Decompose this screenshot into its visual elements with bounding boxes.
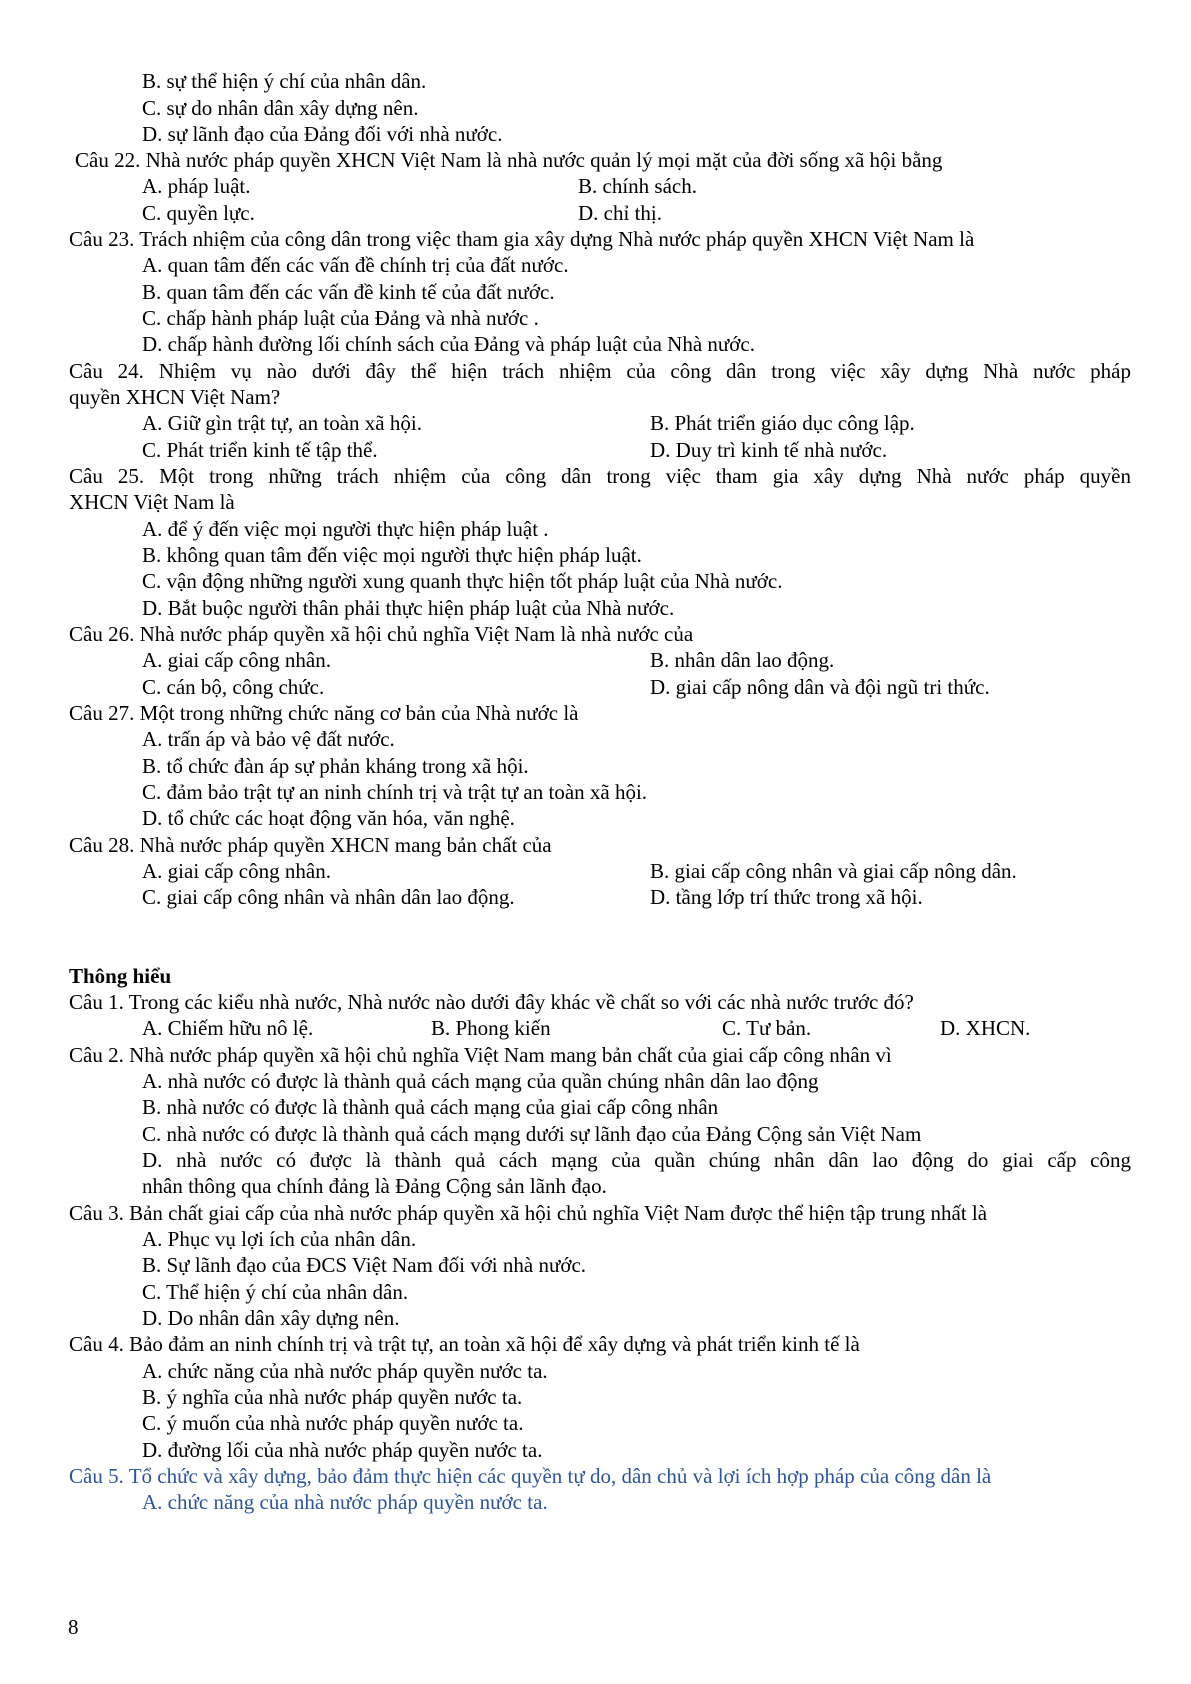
question-t4: Câu 4. Bảo đảm an ninh chính trị và trật tự, an toàn xã hội để xây dựng và phát triển kinh tế là: [69, 1332, 860, 1356]
option-line: C. vận động những người xung quanh thực hiện tốt pháp luật của Nhà nước.: [142, 569, 783, 593]
option-line: C. quyền lực.: [142, 201, 255, 225]
option-line: C. sự do nhân dân xây dựng nên.: [142, 96, 419, 120]
option-line: A. Giữ gìn trật tự, an toàn xã hội.: [142, 411, 422, 435]
option-line: D. tổ chức các hoạt động văn hóa, văn nghệ.: [142, 806, 515, 830]
option-line: C. đảm bảo trật tự an ninh chính trị và trật tự an toàn xã hội.: [142, 780, 648, 804]
option-line: D. tầng lớp trí thức trong xã hội.: [650, 885, 923, 909]
question-t1: Câu 1. Trong các kiểu nhà nước, Nhà nước nào dưới đây khác về chất so với các nhà nước trước đó?: [69, 990, 914, 1014]
option-line: B. nhà nước có được là thành quả cách mạng của giai cấp công nhân: [142, 1095, 719, 1119]
question-27: Câu 27. Một trong những chức năng cơ bản của Nhà nước là: [69, 701, 579, 725]
question-25-cont: XHCN Việt Nam là: [69, 490, 235, 514]
option-line: B. Phong kiến: [431, 1016, 551, 1040]
option-line: D. Bắt buộc người thân phải thực hiện pháp luật của Nhà nước.: [142, 596, 675, 620]
option-line: C. Thể hiện ý chí của nhân dân.: [142, 1280, 409, 1304]
question-22: Câu 22. Nhà nước pháp quyền XHCN Việt Nam là nhà nước quản lý mọi mặt của đời sống xã hội bằng: [75, 148, 943, 172]
page-number: 8: [68, 1615, 79, 1639]
option-line-cont: nhân thông qua chính đảng là Đảng Cộng sản lãnh đạo.: [142, 1174, 607, 1198]
option-line: C. nhà nước có được là thành quả cách mạng dưới sự lãnh đạo của Đảng Cộng sản Việt Nam: [142, 1122, 922, 1146]
option-line: A. pháp luật.: [142, 174, 251, 198]
option-line: B. Phát triển giáo dục công lập.: [650, 411, 915, 435]
option-line: C. Phát triển kinh tế tập thể.: [142, 438, 378, 462]
option-line: B. nhân dân lao động.: [650, 648, 835, 672]
option-line: D. chấp hành đường lối chính sách của Đảng và pháp luật của Nhà nước.: [142, 332, 755, 356]
option-line: D. sự lãnh đạo của Đảng đối với nhà nước.: [142, 122, 503, 146]
option-line: B. chính sách.: [578, 174, 697, 198]
option-line: B. không quan tâm đến việc mọi người thực hiện pháp luật.: [142, 543, 642, 567]
option-line: B. sự thể hiện ý chí của nhân dân.: [142, 69, 427, 93]
option-line: D. đường lối của nhà nước pháp quyền nước ta.: [142, 1438, 543, 1462]
question-25: Câu 25. Một trong những trách nhiệm của công dân trong việc tham gia xây dựng Nhà nước pháp quyền: [69, 464, 1131, 488]
question-t5: Câu 5. Tổ chức và xây dựng, bảo đảm thực hiện các quyền tự do, dân chủ và lợi ích hợp pháp của công dân là: [69, 1464, 992, 1488]
option-line: A. chức năng của nhà nước pháp quyền nước ta.: [142, 1359, 548, 1383]
option-line: B. Sự lãnh đạo của ĐCS Việt Nam đối với nhà nước.: [142, 1253, 587, 1277]
question-24: Câu 24. Nhiệm vụ nào dưới đây thể hiện trách nhiệm của công dân trong việc xây dựng Nhà nước pháp: [69, 359, 1131, 383]
question-26: Câu 26. Nhà nước pháp quyền xã hội chủ nghĩa Việt Nam là nhà nước của: [69, 622, 694, 646]
option-line: A. Chiếm hữu nô lệ.: [142, 1016, 314, 1040]
option-line: D. Duy trì kinh tế nhà nước.: [650, 438, 888, 462]
option-line: A. Phục vụ lợi ích của nhân dân.: [142, 1227, 417, 1251]
question-t2: Câu 2. Nhà nước pháp quyền xã hội chủ nghĩa Việt Nam mang bản chất của giai cấp công nhân vì: [69, 1043, 892, 1067]
option-line: C. ý muốn của nhà nước pháp quyền nước ta.: [142, 1411, 524, 1435]
option-line: C. Tư bản.: [722, 1016, 812, 1040]
question-t3: Câu 3. Bản chất giai cấp của nhà nước pháp quyền xã hội chủ nghĩa Việt Nam được thể hiện tập trung nhất là: [69, 1201, 988, 1225]
question-28: Câu 28. Nhà nước pháp quyền XHCN mang bản chất của: [69, 833, 552, 857]
option-line: A. giai cấp công nhân.: [142, 859, 331, 883]
option-line: A. để ý đến việc mọi người thực hiện pháp luật .: [142, 517, 549, 541]
option-line: D. chỉ thị.: [578, 201, 662, 225]
option-line: B. quan tâm đến các vấn đề kinh tế của đất nước.: [142, 280, 555, 304]
option-line: D. giai cấp nông dân và đội ngũ tri thức.: [650, 675, 990, 699]
option-line: B. tổ chức đàn áp sự phản kháng trong xã hội.: [142, 754, 529, 778]
option-line: A. nhà nước có được là thành quả cách mạng của quần chúng nhân dân lao động: [142, 1069, 819, 1093]
option-line: D. nhà nước có được là thành quả cách mạng của quần chúng nhân dân lao động do giai cấp công: [142, 1148, 1131, 1172]
option-line: A. chức năng của nhà nước pháp quyền nước ta.: [142, 1490, 548, 1514]
question-23: Câu 23. Trách nhiệm của công dân trong việc tham gia xây dựng Nhà nước pháp quyền XHCN Việt Nam là: [69, 227, 975, 251]
option-line: C. chấp hành pháp luật của Đảng và nhà nước .: [142, 306, 539, 330]
option-line: A. giai cấp công nhân.: [142, 648, 331, 672]
option-line: C. giai cấp công nhân và nhân dân lao động.: [142, 885, 515, 909]
option-line: B. giai cấp công nhân và giai cấp nông dân.: [650, 859, 1017, 883]
option-line: B. ý nghĩa của nhà nước pháp quyền nước ta.: [142, 1385, 523, 1409]
option-line: D. Do nhân dân xây dựng nên.: [142, 1306, 400, 1330]
section-heading: Thông hiểu: [69, 964, 172, 988]
option-line: C. cán bộ, công chức.: [142, 675, 325, 699]
option-line: A. quan tâm đến các vấn đề chính trị của đất nước.: [142, 253, 569, 277]
option-line: A. trấn áp và bảo vệ đất nước.: [142, 727, 395, 751]
option-line: D. XHCN.: [940, 1016, 1031, 1040]
question-24-cont: quyền XHCN Việt Nam?: [69, 385, 281, 409]
